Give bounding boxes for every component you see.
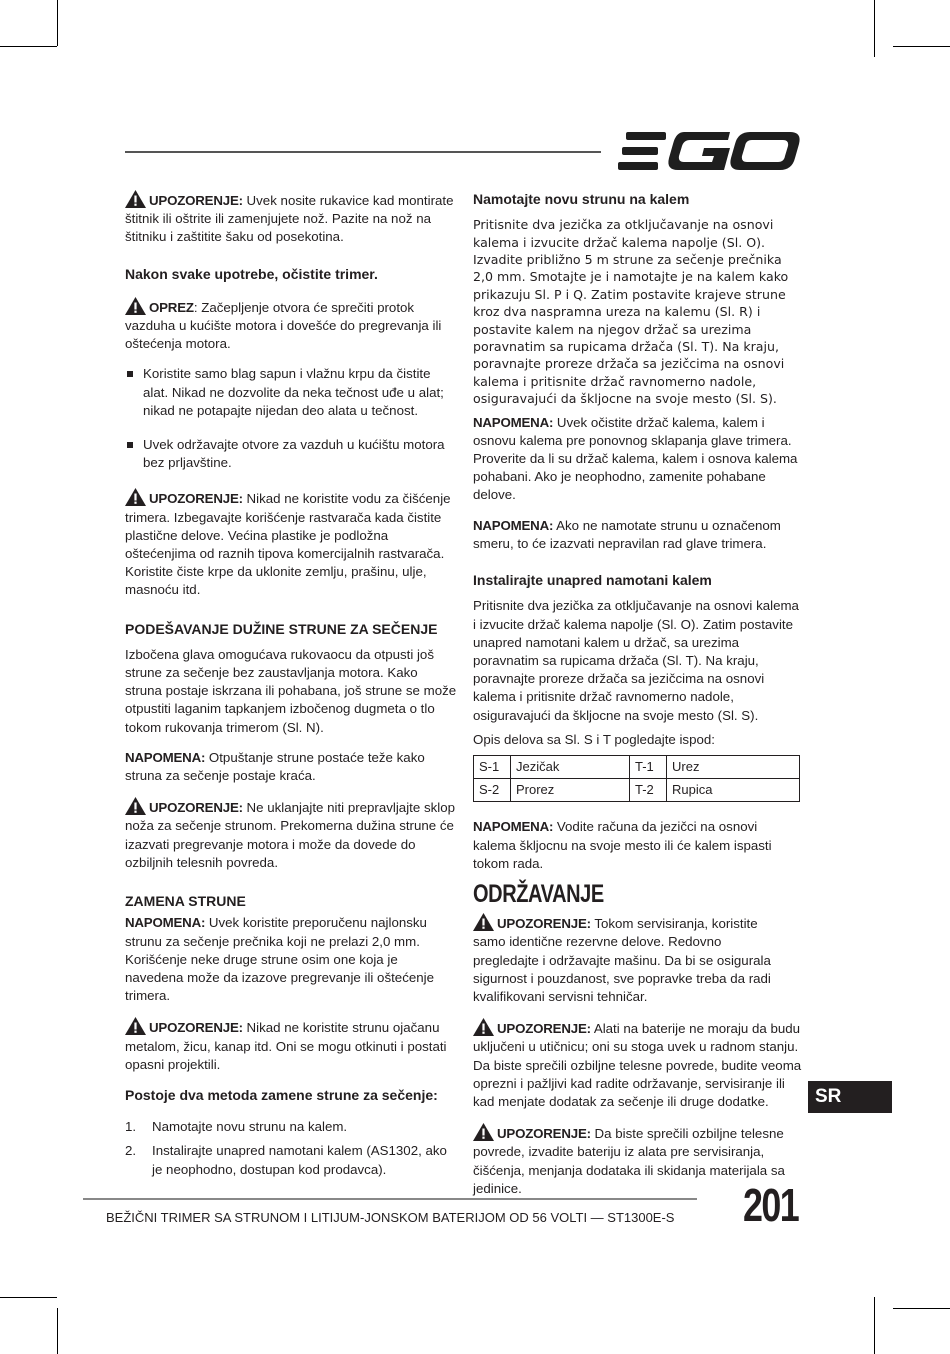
table-cell: Urez [667, 755, 800, 778]
page-number: 201 [743, 1179, 799, 1231]
warning-battery-tools: UPOZORENJE: Alati na baterije ne moraju da budu uključeni u utičnicu; oni su stoga uvek u radnom stanju. Da biste sprečili ozbiljne telesne povrede, budite veoma oprezni i pažljivi kad radite održavanje, servisiranje ili kad menjate dodatak za sečenje ili druge dodatke. [473, 1018, 803, 1111]
warning-triangle-icon [473, 1018, 494, 1036]
warning-triangle-icon [125, 797, 146, 815]
note-line-diameter: NAPOMENA: Uvek koristite preporučenu najlonsku strunu za sečenje prečnika koji ne prelazi 2,0 mm. Korišćenje neke druge strune osim one koja je navedena može da izazove pregrevanje ili oštećenje trimera. [125, 915, 434, 1004]
warning-gloves: UPOZORENJE: Uvek nosite rukavice kad montirate štitnik ili oštrite ili zamenjujete nož. Pazite na nož na štitniku i zaštitite šaku od posekotina. [125, 190, 457, 247]
table-cell: T-1 [630, 755, 667, 778]
line-length-paragraph: Izbočena glava omogućava rukovaocu da otpusti još strune za sečenje bez zaustavljanja motora. Kako struna postaje iskrzana ili pohabana, još strune se može otpustiti laganim tapkanjem izbočenog dugmeta o tlo tokom rukovanja trimerom (Sl. N). [125, 646, 457, 735]
note-wind-direction: NAPOMENA: Ako ne namotate strunu u označenom smeru, to će izazvati nepravilan rad glave trimera. [473, 517, 781, 551]
install-spool-heading: Instalirajte unapred namotani kalem [473, 572, 712, 589]
replace-line-heading: ZAMENA STRUNE [125, 893, 246, 910]
note-tabs-snap: NAPOMENA: Vodite računa da jezičci na osnovi kalema škljocnu na svoje mesto ili će kalem ispasti tokom rada. [473, 819, 772, 871]
warning-triangle-icon [125, 1017, 146, 1035]
footer-title: BEŽIČNI TRIMER SA STRUNOM I LITIJUM-JONSKOM BATERIJOM OD 56 VOLTI — ST1300E-S [106, 1210, 675, 1225]
wind-line-paragraph: Pritisnite dva jezička za otključavanje na osnovi kalema i izvucite držač kalema napolje (Sl. O). Izvadite približno 5 m strune za sečenje prečnika 2,0 mm. Smotajte je i namotajte je na kalem kako prikazuju Sl. P i Q. Zatim postavite krajeve strune kroz dva naspramna ureza na kalemu (Sl. R) i postavite kalem na njegov držač sa urezima poravnatim sa rupicama držača (Sl. T). Na kraju, poravnajte proreze držača sa jezičcima na osnovi kalema i pritisnite držač ravnomerno nadole, osiguravajući da škljocne na svoje mesto (Sl. S). [473, 217, 789, 407]
clean-heading: Nakon svake upotrebe, očistite trimer. [125, 265, 378, 282]
header-rule [125, 151, 601, 153]
list-item: Koristite samo blag sapun i vlažnu krpu da čistite alat. Nikad ne dozvolite da neka tečnost uđe u alat; nikad ne potapajte nijedan deo alata u tečnost. [125, 365, 457, 420]
warning-metal-line: UPOZORENJE: Nikad ne koristite strunu ojačanu metalom, žicu, kanap itd. Oni se mogu otkinuti i postati opasni projektili. [125, 1017, 457, 1074]
right-column [473, 190, 803, 1210]
warning-water: UPOZORENJE: Nikad ne koristite vodu za čišćenje trimera. Izbegavajte korišćenje rastvarača kada čistite plastične delove. Većina plastike je podložna oštećenjima od raznih tipova komercijalnih rastvarača. Koristite čiste krpe da uklonite zemlju, prašinu, ulje, masnoću itd. [125, 488, 457, 599]
cleaning-list [125, 365, 457, 472]
crop-mark [57, 0, 58, 46]
crop-mark [874, 0, 875, 57]
warning-triangle-icon [473, 913, 494, 931]
footer-rule [83, 1198, 697, 1200]
table-row [474, 755, 800, 778]
table-cell: S-2 [474, 779, 511, 802]
table-cell: Prorez [511, 779, 630, 802]
parts-table [473, 755, 800, 802]
caution-vents: OPREZ: Začepljenje otvora će sprečiti protok vazduha u kućište motora i dovešće do pregrevanja ili oštećenja motora. [125, 297, 457, 354]
warning-cutter: UPOZORENJE: Ne uklanjajte niti prepravljajte sklop noža za sečenje strunom. Prekomerna dužina strune će izazvati pregrevanje motora i može da dovede do ozbiljnih telesnih povreda. [125, 797, 457, 872]
left-column [125, 190, 457, 1185]
warning-triangle-icon [473, 1123, 494, 1141]
crop-mark [874, 1297, 875, 1354]
warning-triangle-icon [125, 488, 146, 506]
wind-line-heading: Namotajte novu strunu na kalem [473, 191, 690, 207]
list-item: 1. Namotajte novu strunu na kalem. [125, 1119, 348, 1135]
list-item: 2. Instalirajte unapred namotani kalem (AS1302, ako je neophodno, dostupan kod prodavca). [125, 1143, 447, 1177]
crop-mark [893, 46, 950, 47]
table-cell: T-2 [630, 779, 667, 802]
crop-mark [0, 1297, 57, 1298]
table-row [474, 779, 800, 802]
ego-logo [618, 130, 800, 172]
parts-intro: Opis delova sa Sl. S i T pogledajte ispod: [473, 731, 715, 747]
warning-triangle-icon [125, 297, 146, 315]
install-spool-paragraph: Pritisnite dva jezička za otključavanje na osnovi kalema i izvucite držač kalema napolje (Sl. O). Zatim postavite unapred namotani kalem u držač, sa urezima poravnatim sa rupicama držača (Sl. T). Na kraju, poravnajte proreze držača sa jezičcima na osnovi kalema i pritisnite držač ravnomerno nadole, osiguravajući da škljocne na svoje mesto (Sl. S). [473, 598, 799, 723]
note-line-release: NAPOMENA: Otpuštanje strune postaće teže kako struna za sečenje postaje kraća. [125, 749, 425, 784]
warning-triangle-icon [125, 190, 146, 208]
table-cell: Rupica [667, 779, 800, 802]
language-tab: SR [808, 1081, 892, 1113]
warning-replacement-parts: UPOZORENJE: Tokom servisiranja, koristite samo identične rezervne delove. Redovno pregledajte i održavajte mašinu. Da bi se osigurala sigurnost i pouzdanost, sve popravke treba da radi kvalifikovani servisni tehničar. [473, 913, 803, 1006]
note-clean-spool: NAPOMENA: Uvek očistite držač kalema, kalem i osnovu kalema pre ponovnog sklapanja glave trimera. Proverite da li su držač kalema, kalem i osnova kalema pohabani. Ako je neophodno, zamenite pohabane delove. [473, 414, 798, 503]
table-cell: Jezičak [511, 755, 630, 778]
crop-mark [57, 1308, 58, 1354]
warning-remove-battery: UPOZORENJE: Da biste sprečili ozbiljne telesne povrede, izvadite bateriju iz alata pre servisiranja, čišćenja, menjanja dodataka ili skidanja materijala sa jedinice. [473, 1123, 803, 1198]
methods-list [125, 1118, 457, 1179]
list-item: Uvek održavajte otvore za vazduh u kućištu motora bez prljavštine. [125, 436, 457, 472]
maintenance-heading: ODRŽAVANJE [473, 879, 604, 908]
table-cell: S-1 [474, 755, 511, 778]
crop-mark [0, 46, 57, 47]
crop-mark [893, 1308, 950, 1309]
line-length-heading: PODEŠAVANJE DUŽINE STRUNE ZA SEČENJE [125, 620, 438, 637]
methods-heading: Postoje dva metoda zamene strune za sečenje: [125, 1086, 438, 1103]
